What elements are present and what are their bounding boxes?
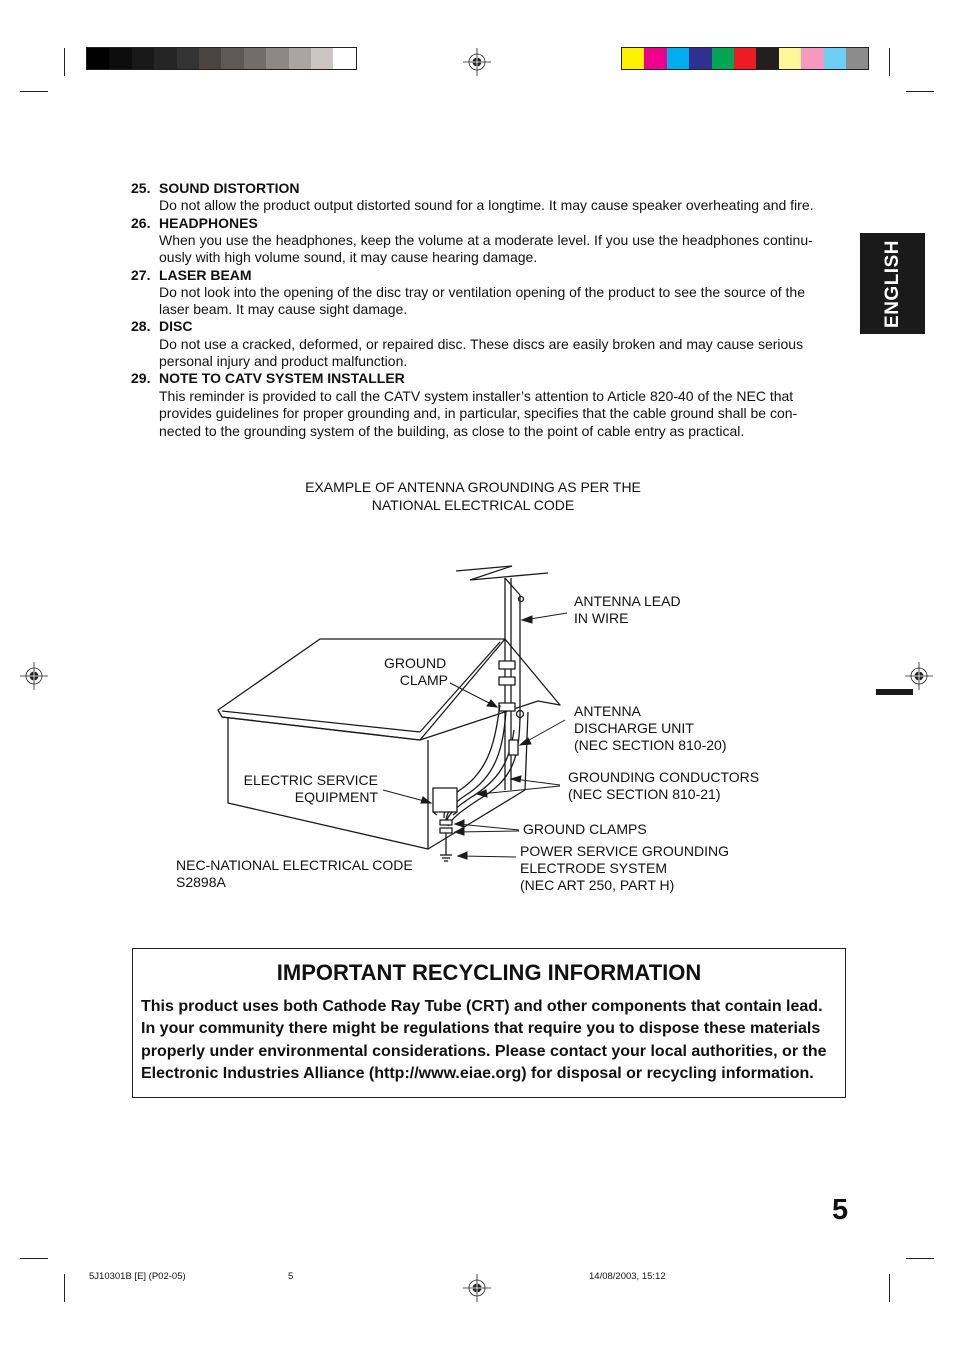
label-nec: NEC-NATIONAL ELECTRICAL CODE S2898A [176, 857, 413, 890]
item-heading: 25. SOUND DISTORTION [131, 180, 300, 196]
antenna-discharge-unit [509, 740, 518, 755]
label-power-service: POWER SERVICE GROUNDING ELECTRODE SYSTEM (NEC ART 250, PART H) [520, 843, 729, 893]
page-number: 5 [832, 1194, 849, 1226]
ground-clamp [440, 820, 452, 825]
recycling-info-box [132, 948, 846, 1098]
item-text: Do not look into the opening of the disc tray or ventilation opening of the product to see the source of the laser beam. It may cause sight damage. [159, 284, 805, 318]
item-text: This reminder is provided to call the CATV system installer’s attention to Article 820-40 of the NEC that provides guidelines for proper grounding and, in particular, specifies that the cable ground shall be con- nected to the grounding system of the building, as close to the point of cable entry as practical. [159, 388, 798, 439]
item-text: When you use the headphones, keep the volume at a moderate level. If you use the headphones continu- ously with high volume sound, it may cause hearing damage. [159, 232, 813, 266]
footer-code: 5J10301B [E] (P02-05) [89, 1271, 186, 1282]
label-ground-clamps: GROUND CLAMPS [523, 821, 647, 837]
item-heading: 27. LASER BEAM [131, 267, 252, 283]
mast-clamp [499, 661, 515, 669]
item-heading: 29. NOTE TO CATV SYSTEM INSTALLER [131, 370, 405, 386]
label-discharge-unit: ANTENNA DISCHARGE UNIT (NEC SECTION 810-20) [574, 703, 727, 753]
language-tab-label: ENGLISH [881, 239, 903, 328]
item-text: Do not use a cracked, deformed, or repaired disc. These discs are easily broken and may cause serious personal injury and product malfunction. [159, 336, 804, 370]
label-grounding-conductors: GROUNDING CONDUCTORS (NEC SECTION 810-21) [568, 769, 760, 802]
diagram-caption: EXAMPLE OF ANTENNA GROUNDING AS PER THE NATIONAL ELECTRICAL CODE [305, 479, 641, 513]
label-electric-service: ELECTRIC SERVICE EQUIPMENT [243, 772, 378, 805]
electric-service-box [433, 788, 457, 812]
item-heading: 28. DISC [131, 318, 193, 334]
label-ground-clamp: GROUND CLAMP [384, 655, 448, 688]
recycling-body: This product uses both Cathode Ray Tube (CRT) and other components that contain lead. In your community there might be regulations that require you to dispose these materials properly under environmental considerations. Please contact your local authorities, or the Electronic Industries Alliance (http://www.eiae.org) for disposal or recycling information. [141, 998, 827, 1082]
item-text: Do not allow the product output distorted sound for a longtime. It may cause speaker overheating and fire. [159, 197, 814, 213]
label-antenna-lead: ANTENNA LEAD IN WIRE [574, 593, 681, 626]
item-heading: 26. HEADPHONES [131, 215, 258, 231]
footer-page: 5 [288, 1271, 294, 1282]
footer-datetime: 14/08/2003, 15:12 [589, 1271, 666, 1282]
recycling-title: IMPORTANT RECYCLING INFORMATION [276, 960, 702, 985]
